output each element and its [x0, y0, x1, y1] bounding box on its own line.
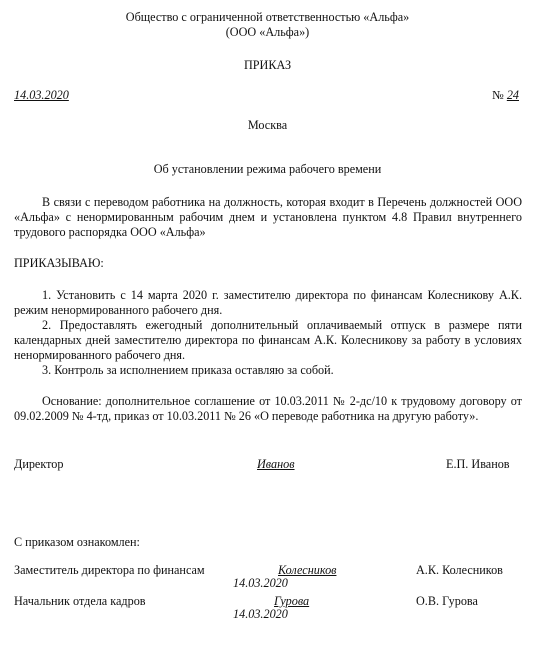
number-label: №	[492, 88, 504, 102]
organization-name: Общество с ограниченной ответственностью «Альфа»	[125, 10, 410, 24]
order-items	[14, 288, 522, 378]
order-subject: Об установлении режима рабочего времени	[153, 162, 382, 176]
preamble	[14, 195, 522, 240]
acquainted-position-2: Начальник отдела кадров	[14, 594, 146, 608]
acquainted-name-1: А.К. Колесников	[416, 563, 503, 577]
order-number	[492, 88, 519, 103]
order-word: ПРИКАЗЫВАЮ:	[14, 256, 104, 270]
acquainted-heading: С приказом ознакомлен:	[14, 535, 140, 549]
basis-text: Основание: дополнительное соглашение от 10.03.2011 № 2-дс/10 к трудовому договору от 09.02.2009 № 4-тд, приказ от 10.03.2011 № 26 «О переводе работника на другую работу».	[14, 394, 522, 423]
acquainted-signature-2: Гурова	[274, 594, 310, 608]
director-signature: Иванов	[257, 457, 295, 471]
city: Москва	[247, 118, 288, 132]
acquainted-position-1: Заместитель директора по финансам	[14, 563, 205, 577]
order-item-1: 1. Установить с 14 марта 2020 г. заместителю директора по финансам Колесникову А.К. режим ненормированного рабочего дня.	[14, 288, 522, 317]
director-title: Директор	[14, 457, 64, 471]
acquainted-signature-1: Колесников	[278, 563, 337, 577]
organization-short-name: (ООО «Альфа»)	[225, 25, 310, 39]
order-item-3: 3. Контроль за исполнением приказа оставляю за собой.	[42, 363, 334, 377]
document-type: ПРИКАЗ	[243, 58, 292, 72]
preamble-text: В связи с переводом работника на должность, которая входит в Перечень должностей ООО «Альфа» с ненормированным рабочим днем и установлена пунктом 4.8 Правил внутреннего трудового распорядка ООО «Альфа»	[14, 195, 522, 239]
order-item-2: 2. Предоставлять ежегодный дополнительный оплачиваемый отпуск в размере пяти календарных дней заместителю директора по финансам А.К. Колесникову за работу в условиях ненормированного рабочего дня.	[14, 318, 522, 362]
director-name: Е.П. Иванов	[446, 457, 510, 471]
acquainted-name-2: О.В. Гурова	[416, 594, 478, 608]
acquainted-date-1: 14.03.2020	[233, 576, 288, 590]
basis	[14, 394, 522, 424]
acquainted-date-2: 14.03.2020	[233, 607, 288, 621]
number-value: 24	[506, 88, 519, 102]
order-date: 14.03.2020	[14, 88, 69, 102]
